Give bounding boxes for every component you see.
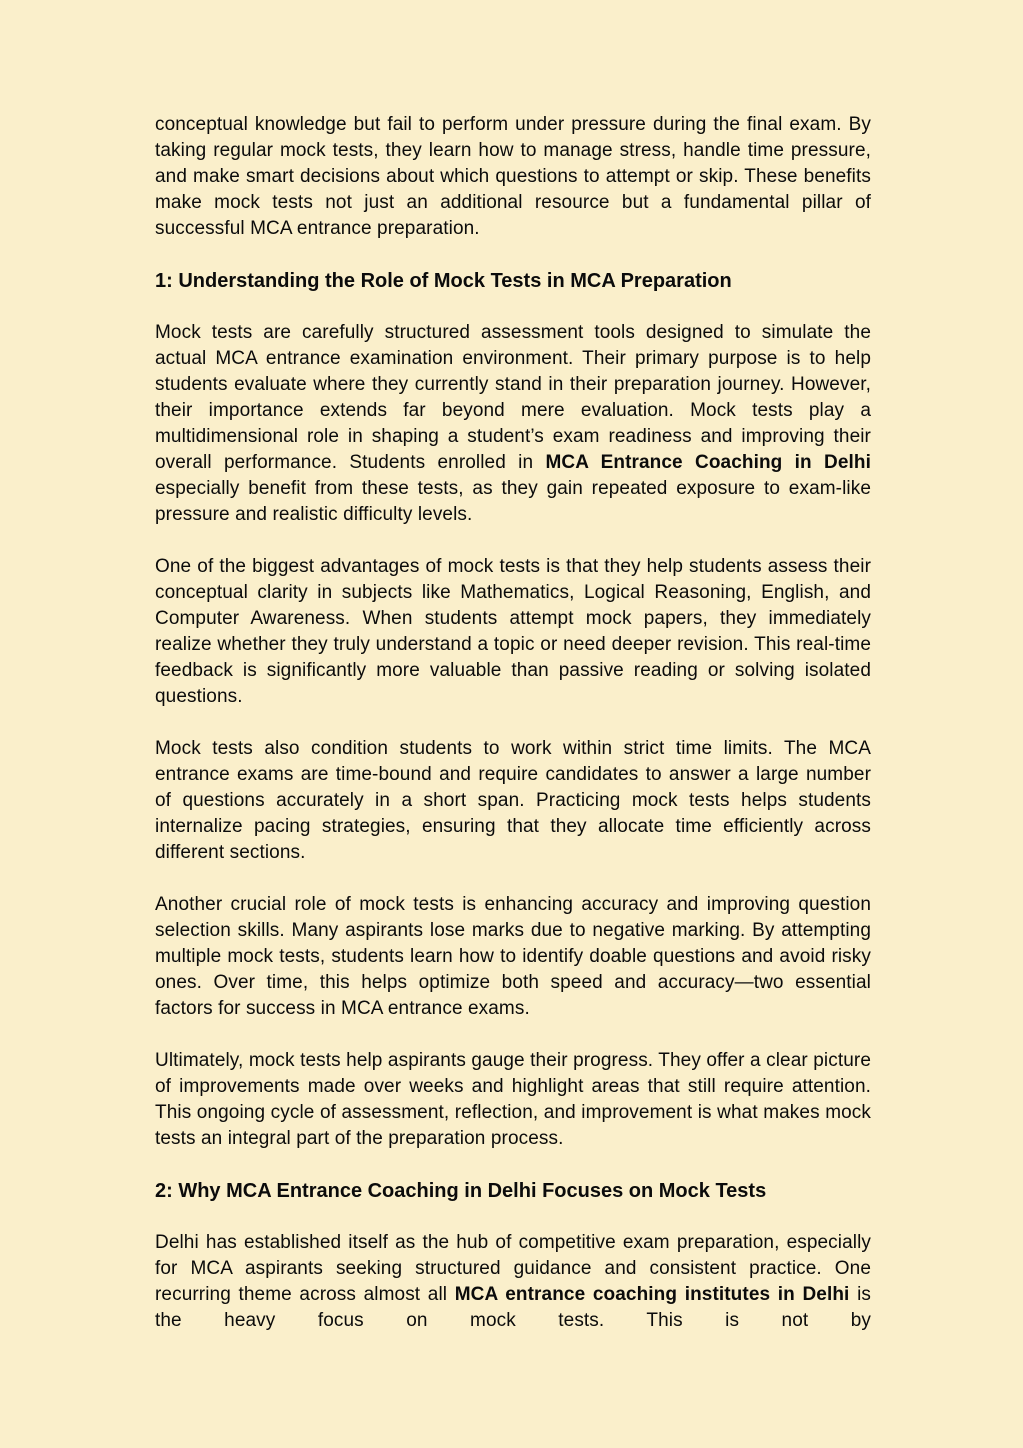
section2-paragraph-1	[155, 1230, 871, 1334]
section1-paragraph-4: Another crucial role of mock tests is enhancing accuracy and improving question selection skills. Many aspirants lose marks due to negative marking. By attempting multiple mock tests, students learn how to identify doable questions and avoid risky ones. Over time, this helps optimize both speed and accuracy—two essential factors for success in MCA entrance exams.	[155, 894, 871, 1019]
section1-paragraph-2: One of the biggest advantages of mock tests is that they help students assess their conceptual clarity in subjects like Mathematics, Logical Reasoning, English, and Computer Awareness. When students attempt mock papers, they immediately realize whether they truly understand a topic or need deeper revision. This real-time feedback is significantly more valuable than passive reading or solving isolated questions.	[155, 556, 871, 707]
text-run: is the heavy focus on mock tests. This is not by	[155, 1284, 871, 1331]
text-run: Mock tests are carefully structured assessment tools designed to simulate the actual MCA entrance examination environment. Their primary purpose is to help students evaluate where they currently stand in their preparation journey. However, their importance extends far beyond mere evaluation. Mock tests play a multidimensional role in shaping a student’s exam readiness and improving their overall performance. Students enrolled in	[155, 322, 871, 473]
paragraph-intro: conceptual knowledge but fail to perform under pressure during the final exam. By taking regular mock tests, they learn how to manage stress, handle time pressure, and make smart decisions about which questions to attempt or skip. These benefits make mock tests not just an additional resource but a fundamental pillar of successful MCA entrance preparation.	[155, 114, 871, 239]
bold-keyword-coaching-institutes: MCA entrance coaching institutes in Delhi	[454, 1284, 850, 1305]
bold-keyword-mca-entrance-coaching: MCA Entrance Coaching in Delhi	[545, 452, 871, 473]
text-run: Delhi has established itself as the hub of competitive exam preparation, especially for MCA aspirants seeking structured guidance and consistent practice. One recurring theme across almost all	[155, 1232, 871, 1305]
section1-paragraph-1	[155, 320, 871, 528]
section2-heading: 2: Why MCA Entrance Coaching in Delhi Focuses on Mock Tests	[155, 1180, 767, 1202]
section1-paragraph-5: Ultimately, mock tests help aspirants gauge their progress. They offer a clear picture of improvements made over weeks and highlight areas that still require attention. This ongoing cycle of assessment, reflection, and improvement is what makes mock tests an integral part of the preparation process.	[155, 1050, 871, 1149]
section1-heading: 1: Understanding the Role of Mock Tests in MCA Preparation	[155, 270, 732, 292]
section1-paragraph-3: Mock tests also condition students to work within strict time limits. The MCA entrance exams are time-bound and require candidates to answer a large number of questions accurately in a short span. Practicing mock tests helps students internalize pacing strategies, ensuring that they allocate time efficiently across different sections.	[155, 738, 871, 863]
text-run: especially benefit from these tests, as they gain repeated exposure to exam-like pressure and realistic difficulty levels.	[155, 478, 871, 525]
